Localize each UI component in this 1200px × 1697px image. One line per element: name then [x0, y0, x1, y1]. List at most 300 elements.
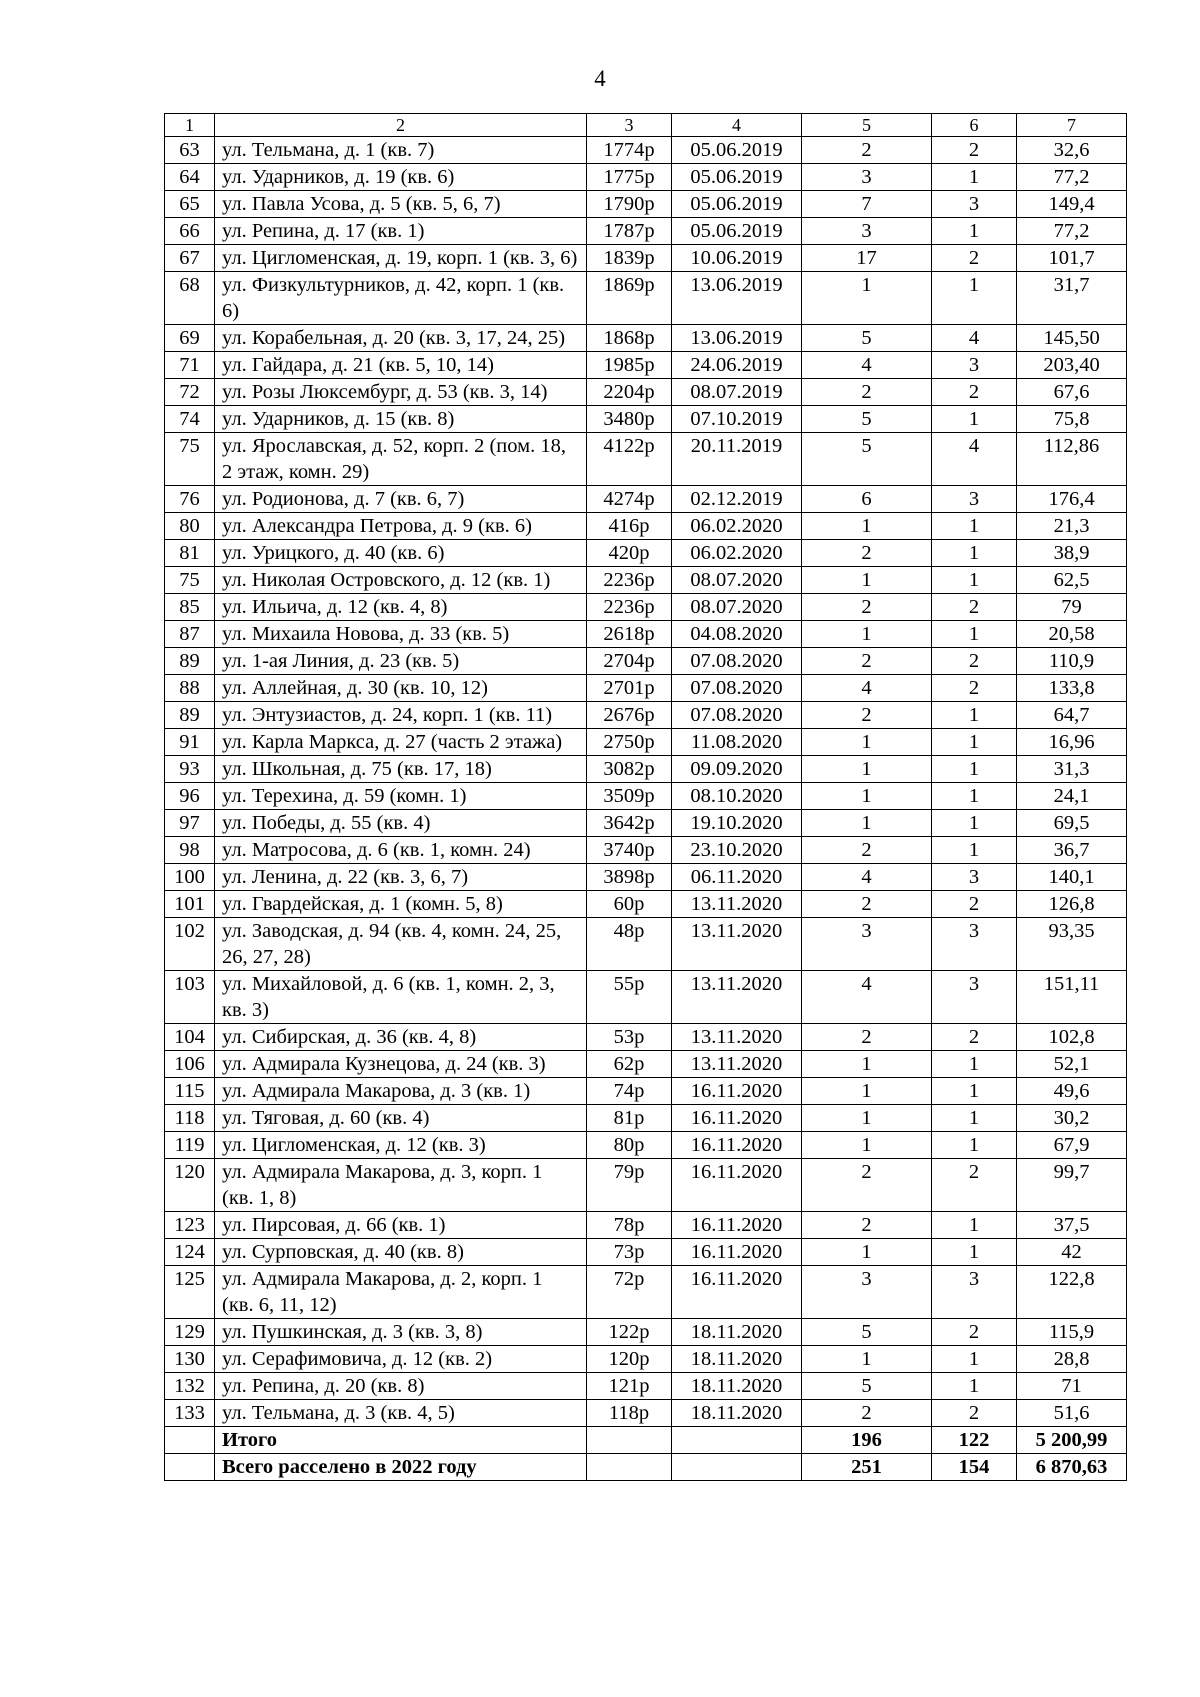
order-date-cell: 10.06.2019 — [672, 245, 802, 272]
row-number-cell: 76 — [165, 486, 215, 513]
row-number-cell: 101 — [165, 891, 215, 918]
address-cell: ул. Урицкого, д. 40 (кв. 6) — [215, 540, 587, 567]
address-cell: ул. Сурповская, д. 40 (кв. 8) — [215, 1239, 587, 1266]
area-cell: 79 — [1017, 594, 1127, 621]
row-number-cell: 124 — [165, 1239, 215, 1266]
row-number-cell: 125 — [165, 1266, 215, 1319]
row-number-cell: 129 — [165, 1319, 215, 1346]
address-cell: ул. Павла Усова, д. 5 (кв. 5, 6, 7) — [215, 191, 587, 218]
row-number-cell: 88 — [165, 675, 215, 702]
row-number-cell: 66 — [165, 218, 215, 245]
residents-count-cell: 1 — [802, 1132, 932, 1159]
area-cell: 42 — [1017, 1239, 1127, 1266]
order-date-cell: 06.11.2020 — [672, 864, 802, 891]
address-cell: ул. Победы, д. 55 (кв. 4) — [215, 810, 587, 837]
area-cell: 77,2 — [1017, 164, 1127, 191]
address-cell: ул. Карла Маркса, д. 27 (часть 2 этажа) — [215, 729, 587, 756]
order-number-cell: 416р — [587, 513, 672, 540]
families-count-cell: 1 — [932, 1078, 1017, 1105]
table-row — [165, 1319, 1127, 1346]
order-number-cell: 3082р — [587, 756, 672, 783]
residents-count-cell: 1 — [802, 783, 932, 810]
order-number-cell: 1869р — [587, 272, 672, 325]
area-cell: 151,11 — [1017, 971, 1127, 1024]
order-number-cell: 72р — [587, 1266, 672, 1319]
area-cell: 20,58 — [1017, 621, 1127, 648]
order-date-cell: 09.09.2020 — [672, 756, 802, 783]
families-count-cell: 3 — [932, 352, 1017, 379]
area-cell: 51,6 — [1017, 1400, 1127, 1427]
order-date-cell: 18.11.2020 — [672, 1319, 802, 1346]
order-number-cell: 1868р — [587, 325, 672, 352]
header-cell: 2 — [215, 114, 587, 137]
row-number-cell: 65 — [165, 191, 215, 218]
order-date-cell: 18.11.2020 — [672, 1346, 802, 1373]
table-row — [165, 702, 1127, 729]
order-date-cell: 19.10.2020 — [672, 810, 802, 837]
families-count-cell: 122 — [932, 1427, 1017, 1454]
address-cell: ул. Цигломенская, д. 19, корп. 1 (кв. 3, 6) — [215, 245, 587, 272]
order-number-cell: 121р — [587, 1373, 672, 1400]
residents-count-cell: 2 — [802, 379, 932, 406]
table-row — [165, 1024, 1127, 1051]
area-cell: 112,86 — [1017, 433, 1127, 486]
area-cell: 133,8 — [1017, 675, 1127, 702]
residents-count-cell: 2 — [802, 594, 932, 621]
families-count-cell: 1 — [932, 1105, 1017, 1132]
address-cell: ул. Ярославская, д. 52, корп. 2 (пом. 18, 2 этаж, комн. 29) — [215, 433, 587, 486]
order-date-cell — [672, 1454, 802, 1481]
families-count-cell: 3 — [932, 918, 1017, 971]
row-number-cell: 72 — [165, 379, 215, 406]
table-row — [165, 540, 1127, 567]
order-number-cell: 1775р — [587, 164, 672, 191]
families-count-cell: 2 — [932, 648, 1017, 675]
order-number-cell — [587, 1454, 672, 1481]
order-date-cell: 05.06.2019 — [672, 137, 802, 164]
order-date-cell: 16.11.2020 — [672, 1105, 802, 1132]
families-count-cell: 1 — [932, 810, 1017, 837]
order-date-cell: 18.11.2020 — [672, 1373, 802, 1400]
residents-count-cell: 5 — [802, 433, 932, 486]
table-row — [165, 567, 1127, 594]
families-count-cell: 1 — [932, 218, 1017, 245]
families-count-cell: 3 — [932, 486, 1017, 513]
row-number-cell: 132 — [165, 1373, 215, 1400]
table-row — [165, 1105, 1127, 1132]
families-count-cell: 1 — [932, 1239, 1017, 1266]
address-cell: ул. Родионова, д. 7 (кв. 6, 7) — [215, 486, 587, 513]
families-count-cell: 1 — [932, 567, 1017, 594]
families-count-cell: 2 — [932, 594, 1017, 621]
row-number-cell: 75 — [165, 567, 215, 594]
address-cell: ул. Ударников, д. 19 (кв. 6) — [215, 164, 587, 191]
table-row — [165, 729, 1127, 756]
families-count-cell: 3 — [932, 971, 1017, 1024]
order-number-cell: 1790р — [587, 191, 672, 218]
row-number-cell: 115 — [165, 1078, 215, 1105]
table-row — [165, 433, 1127, 486]
address-cell: ул. Тяговая, д. 60 (кв. 4) — [215, 1105, 587, 1132]
order-date-cell: 16.11.2020 — [672, 1239, 802, 1266]
order-number-cell: 80р — [587, 1132, 672, 1159]
area-cell: 49,6 — [1017, 1078, 1127, 1105]
families-count-cell: 1 — [932, 621, 1017, 648]
families-count-cell: 1 — [932, 1346, 1017, 1373]
families-count-cell: 1 — [932, 1373, 1017, 1400]
order-number-cell: 122р — [587, 1319, 672, 1346]
order-number-cell: 4122р — [587, 433, 672, 486]
order-date-cell: 07.08.2020 — [672, 648, 802, 675]
table-row — [165, 1078, 1127, 1105]
row-number-cell: 96 — [165, 783, 215, 810]
residents-count-cell: 4 — [802, 352, 932, 379]
row-number-cell: 102 — [165, 918, 215, 971]
order-number-cell: 2204р — [587, 379, 672, 406]
address-cell: ул. Тельмана, д. 1 (кв. 7) — [215, 137, 587, 164]
families-count-cell: 1 — [932, 783, 1017, 810]
area-cell: 31,3 — [1017, 756, 1127, 783]
address-cell: ул. Адмирала Макарова, д. 2, корп. 1 (кв. 6, 11, 12) — [215, 1266, 587, 1319]
order-number-cell: 4274р — [587, 486, 672, 513]
area-cell: 6 870,63 — [1017, 1454, 1127, 1481]
table-row — [165, 406, 1127, 433]
order-number-cell: 2750р — [587, 729, 672, 756]
table-row — [165, 352, 1127, 379]
order-date-cell: 13.11.2020 — [672, 891, 802, 918]
address-cell: ул. Адмирала Макарова, д. 3 (кв. 1) — [215, 1078, 587, 1105]
address-cell: ул. Пушкинская, д. 3 (кв. 3, 8) — [215, 1319, 587, 1346]
order-date-cell: 07.08.2020 — [672, 675, 802, 702]
area-cell: 71 — [1017, 1373, 1127, 1400]
header-cell: 3 — [587, 114, 672, 137]
address-cell: ул. Сибирская, д. 36 (кв. 4, 8) — [215, 1024, 587, 1051]
row-number-cell: 120 — [165, 1159, 215, 1212]
header-cell: 4 — [672, 114, 802, 137]
residents-count-cell: 7 — [802, 191, 932, 218]
residents-count-cell: 2 — [802, 1212, 932, 1239]
area-cell: 5 200,99 — [1017, 1427, 1127, 1454]
families-count-cell: 2 — [932, 675, 1017, 702]
order-number-cell: 79р — [587, 1159, 672, 1212]
order-number-cell: 48р — [587, 918, 672, 971]
order-date-cell: 13.11.2020 — [672, 971, 802, 1024]
order-number-cell: 2701р — [587, 675, 672, 702]
order-date-cell: 16.11.2020 — [672, 1212, 802, 1239]
table-row — [165, 837, 1127, 864]
area-cell: 38,9 — [1017, 540, 1127, 567]
order-number-cell: 53р — [587, 1024, 672, 1051]
residents-count-cell: 4 — [802, 675, 932, 702]
address-cell: ул. Александра Петрова, д. 9 (кв. 6) — [215, 513, 587, 540]
order-number-cell: 74р — [587, 1078, 672, 1105]
order-number-cell — [587, 1427, 672, 1454]
order-date-cell: 23.10.2020 — [672, 837, 802, 864]
residents-count-cell: 1 — [802, 756, 932, 783]
area-cell: 30,2 — [1017, 1105, 1127, 1132]
families-count-cell: 3 — [932, 864, 1017, 891]
residents-count-cell: 1 — [802, 621, 932, 648]
table-row — [165, 1132, 1127, 1159]
table-row — [165, 1346, 1127, 1373]
order-date-cell: 13.11.2020 — [672, 1051, 802, 1078]
residents-count-cell: 1 — [802, 567, 932, 594]
order-number-cell: 3898р — [587, 864, 672, 891]
residents-count-cell: 1 — [802, 1051, 932, 1078]
area-cell: 140,1 — [1017, 864, 1127, 891]
area-cell: 24,1 — [1017, 783, 1127, 810]
order-date-cell: 13.06.2019 — [672, 272, 802, 325]
residents-count-cell: 3 — [802, 1266, 932, 1319]
address-cell: ул. Ленина, д. 22 (кв. 3, 6, 7) — [215, 864, 587, 891]
address-cell: ул. Заводская, д. 94 (кв. 4, комн. 24, 25, 26, 27, 28) — [215, 918, 587, 971]
residents-count-cell: 2 — [802, 648, 932, 675]
area-cell: 52,1 — [1017, 1051, 1127, 1078]
row-number-cell: 81 — [165, 540, 215, 567]
table-row — [165, 325, 1127, 352]
order-number-cell: 73р — [587, 1239, 672, 1266]
residents-count-cell: 2 — [802, 702, 932, 729]
order-date-cell: 08.07.2020 — [672, 567, 802, 594]
families-count-cell: 1 — [932, 729, 1017, 756]
order-date-cell: 08.07.2019 — [672, 379, 802, 406]
families-count-cell: 154 — [932, 1454, 1017, 1481]
order-date-cell: 05.06.2019 — [672, 218, 802, 245]
residents-count-cell: 1 — [802, 810, 932, 837]
address-cell: ул. Корабельная, д. 20 (кв. 3, 17, 24, 25) — [215, 325, 587, 352]
row-number-cell: 71 — [165, 352, 215, 379]
table-row — [165, 245, 1127, 272]
table-row — [165, 137, 1127, 164]
families-count-cell: 2 — [932, 1159, 1017, 1212]
order-number-cell: 420р — [587, 540, 672, 567]
residents-count-cell: 2 — [802, 1400, 932, 1427]
families-count-cell: 3 — [932, 191, 1017, 218]
row-number-cell: 103 — [165, 971, 215, 1024]
table-row — [165, 1159, 1127, 1212]
address-cell: ул. Михаила Новова, д. 33 (кв. 5) — [215, 621, 587, 648]
order-date-cell: 04.08.2020 — [672, 621, 802, 648]
table-row — [165, 864, 1127, 891]
residents-count-cell: 2 — [802, 837, 932, 864]
page-number: 4 — [594, 66, 606, 91]
order-number-cell: 2704р — [587, 648, 672, 675]
row-number-cell: 67 — [165, 245, 215, 272]
table-row — [165, 1239, 1127, 1266]
residents-count-cell: 1 — [802, 513, 932, 540]
row-number-cell: 89 — [165, 648, 215, 675]
row-number-cell: 133 — [165, 1400, 215, 1427]
address-cell: ул. Гайдара, д. 21 (кв. 5, 10, 14) — [215, 352, 587, 379]
families-count-cell: 1 — [932, 164, 1017, 191]
table-row — [165, 891, 1127, 918]
row-number-cell: 89 — [165, 702, 215, 729]
families-count-cell: 1 — [932, 272, 1017, 325]
row-number-cell — [165, 1427, 215, 1454]
residents-count-cell: 1 — [802, 1105, 932, 1132]
address-cell: ул. Матросова, д. 6 (кв. 1, комн. 24) — [215, 837, 587, 864]
area-cell: 102,8 — [1017, 1024, 1127, 1051]
area-cell: 37,5 — [1017, 1212, 1127, 1239]
row-number-cell: 68 — [165, 272, 215, 325]
order-date-cell: 07.10.2019 — [672, 406, 802, 433]
residents-count-cell: 196 — [802, 1427, 932, 1454]
order-date-cell: 06.02.2020 — [672, 540, 802, 567]
order-date-cell: 13.11.2020 — [672, 1024, 802, 1051]
address-cell: Итого — [215, 1427, 587, 1454]
residents-count-cell: 2 — [802, 1159, 932, 1212]
address-cell: ул. Репина, д. 20 (кв. 8) — [215, 1373, 587, 1400]
families-count-cell: 2 — [932, 137, 1017, 164]
area-cell: 28,8 — [1017, 1346, 1127, 1373]
area-cell: 21,3 — [1017, 513, 1127, 540]
table-row — [165, 486, 1127, 513]
order-date-cell: 02.12.2019 — [672, 486, 802, 513]
row-number-cell: 63 — [165, 137, 215, 164]
address-cell: ул. Школьная, д. 75 (кв. 17, 18) — [215, 756, 587, 783]
area-cell: 69,5 — [1017, 810, 1127, 837]
address-cell: ул. Розы Люксембург, д. 53 (кв. 3, 14) — [215, 379, 587, 406]
address-cell: ул. Энтузиастов, д. 24, корп. 1 (кв. 11) — [215, 702, 587, 729]
order-date-cell: 05.06.2019 — [672, 191, 802, 218]
row-number-cell: 98 — [165, 837, 215, 864]
residents-count-cell: 6 — [802, 486, 932, 513]
residents-count-cell: 5 — [802, 406, 932, 433]
residents-count-cell: 4 — [802, 971, 932, 1024]
table-row — [165, 810, 1127, 837]
families-count-cell: 1 — [932, 1132, 1017, 1159]
families-count-cell: 1 — [932, 1212, 1017, 1239]
area-cell: 203,40 — [1017, 352, 1127, 379]
row-number-cell: 130 — [165, 1346, 215, 1373]
order-date-cell: 16.11.2020 — [672, 1266, 802, 1319]
order-number-cell: 2236р — [587, 567, 672, 594]
order-number-cell: 120р — [587, 1346, 672, 1373]
row-number-cell: 74 — [165, 406, 215, 433]
order-date-cell: 08.10.2020 — [672, 783, 802, 810]
area-cell: 176,4 — [1017, 486, 1127, 513]
table-row — [165, 218, 1127, 245]
families-count-cell: 4 — [932, 433, 1017, 486]
residents-count-cell: 5 — [802, 325, 932, 352]
order-date-cell: 11.08.2020 — [672, 729, 802, 756]
row-number-cell: 75 — [165, 433, 215, 486]
address-cell: ул. Физкультурников, д. 42, корп. 1 (кв. 6) — [215, 272, 587, 325]
families-count-cell: 3 — [932, 1266, 1017, 1319]
row-number-cell: 100 — [165, 864, 215, 891]
order-number-cell: 2236р — [587, 594, 672, 621]
residents-count-cell: 251 — [802, 1454, 932, 1481]
table-row — [165, 1373, 1127, 1400]
residents-count-cell: 2 — [802, 1024, 932, 1051]
table-row — [165, 164, 1127, 191]
order-number-cell: 60р — [587, 891, 672, 918]
resettlement-table — [164, 113, 1127, 1481]
order-number-cell: 1839р — [587, 245, 672, 272]
residents-count-cell: 3 — [802, 218, 932, 245]
residents-count-cell: 5 — [802, 1319, 932, 1346]
area-cell: 149,4 — [1017, 191, 1127, 218]
families-count-cell: 1 — [932, 837, 1017, 864]
families-count-cell: 1 — [932, 540, 1017, 567]
order-date-cell — [672, 1427, 802, 1454]
order-date-cell: 08.07.2020 — [672, 594, 802, 621]
table-row — [165, 1212, 1127, 1239]
area-cell: 115,9 — [1017, 1319, 1127, 1346]
table-row — [165, 513, 1127, 540]
order-date-cell: 13.11.2020 — [672, 918, 802, 971]
order-date-cell: 16.11.2020 — [672, 1078, 802, 1105]
families-count-cell: 2 — [932, 891, 1017, 918]
address-cell: ул. Тельмана, д. 3 (кв. 4, 5) — [215, 1400, 587, 1427]
families-count-cell: 1 — [932, 756, 1017, 783]
area-cell: 67,9 — [1017, 1132, 1127, 1159]
residents-count-cell: 1 — [802, 729, 932, 756]
table-row — [165, 191, 1127, 218]
order-number-cell: 1985р — [587, 352, 672, 379]
families-count-cell: 1 — [932, 702, 1017, 729]
table-row — [165, 971, 1127, 1024]
order-number-cell: 55р — [587, 971, 672, 1024]
header-cell: 7 — [1017, 114, 1127, 137]
table-row — [165, 1400, 1127, 1427]
row-number-cell: 80 — [165, 513, 215, 540]
families-count-cell: 2 — [932, 379, 1017, 406]
residents-count-cell: 2 — [802, 137, 932, 164]
address-cell: ул. Николая Островского, д. 12 (кв. 1) — [215, 567, 587, 594]
order-number-cell: 3642р — [587, 810, 672, 837]
order-date-cell: 13.06.2019 — [672, 325, 802, 352]
table-row — [165, 756, 1127, 783]
order-number-cell: 3480р — [587, 406, 672, 433]
area-cell: 122,8 — [1017, 1266, 1127, 1319]
area-cell: 67,6 — [1017, 379, 1127, 406]
row-number-cell: 93 — [165, 756, 215, 783]
address-cell: ул. Репина, д. 17 (кв. 1) — [215, 218, 587, 245]
area-cell: 126,8 — [1017, 891, 1127, 918]
order-date-cell: 16.11.2020 — [672, 1132, 802, 1159]
total-row — [165, 1454, 1127, 1481]
families-count-cell: 2 — [932, 1319, 1017, 1346]
area-cell: 93,35 — [1017, 918, 1127, 971]
header-cell: 5 — [802, 114, 932, 137]
table-row — [165, 675, 1127, 702]
column-number-header-row — [165, 114, 1127, 137]
order-date-cell: 16.11.2020 — [672, 1159, 802, 1212]
order-date-cell: 18.11.2020 — [672, 1400, 802, 1427]
total-row — [165, 1427, 1127, 1454]
table-row — [165, 272, 1127, 325]
area-cell: 75,8 — [1017, 406, 1127, 433]
address-cell: ул. Терехина, д. 59 (комн. 1) — [215, 783, 587, 810]
address-cell: ул. Ильича, д. 12 (кв. 4, 8) — [215, 594, 587, 621]
residents-count-cell: 1 — [802, 272, 932, 325]
order-number-cell: 81р — [587, 1105, 672, 1132]
row-number-cell: 106 — [165, 1051, 215, 1078]
address-cell: ул. Аллейная, д. 30 (кв. 10, 12) — [215, 675, 587, 702]
area-cell: 110,9 — [1017, 648, 1127, 675]
row-number-cell: 85 — [165, 594, 215, 621]
table-row — [165, 594, 1127, 621]
area-cell: 36,7 — [1017, 837, 1127, 864]
address-cell: Всего расселено в 2022 году — [215, 1454, 587, 1481]
row-number-cell: 104 — [165, 1024, 215, 1051]
residents-count-cell: 17 — [802, 245, 932, 272]
row-number-cell: 97 — [165, 810, 215, 837]
area-cell: 31,7 — [1017, 272, 1127, 325]
area-cell: 77,2 — [1017, 218, 1127, 245]
residents-count-cell: 1 — [802, 1078, 932, 1105]
